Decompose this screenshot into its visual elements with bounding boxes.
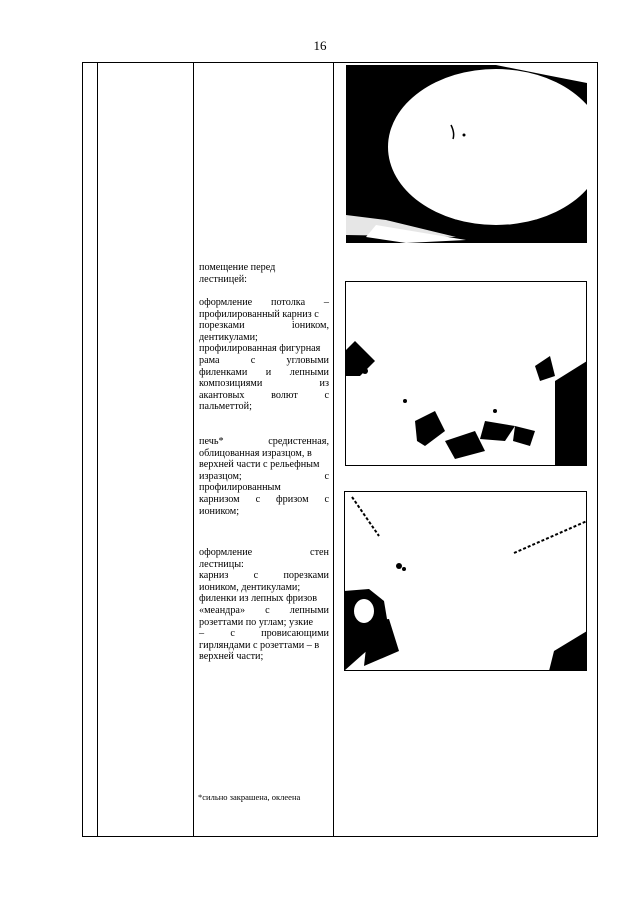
- text-line: оформление потолка –: [199, 297, 329, 308]
- page-number: 16: [313, 38, 327, 53]
- text-line: розеттами по углам; узкие: [199, 616, 314, 628]
- text-line: акантовых волют с: [199, 389, 329, 401]
- text-line: помещение перед: [199, 262, 276, 273]
- text-line: профилированный карниз с: [199, 308, 319, 320]
- stove-photo: [345, 281, 587, 466]
- ceiling-photo: [346, 65, 587, 243]
- text-line: карнизом с фризом с: [199, 493, 329, 505]
- text-line: профилированным: [199, 482, 281, 494]
- text-line: дентикулами;: [199, 331, 258, 343]
- text-line: пальметтой;: [199, 401, 252, 413]
- column-divider: [333, 63, 334, 836]
- text-line: иоником, дентикулами;: [199, 581, 301, 593]
- text-line: профилированная фигурная: [199, 343, 321, 355]
- block-ceiling: [199, 297, 329, 413]
- text-line: порезками ioником,: [199, 320, 329, 332]
- text-line: облицованная изразцом, в: [199, 447, 312, 459]
- text-line: – с провисающими: [199, 628, 329, 640]
- text-line: «меандра» с лепными: [199, 604, 329, 616]
- text-line: верхней части с рельефным: [199, 459, 320, 471]
- text-line: филенки из лепных фризов: [199, 593, 318, 605]
- text-line: верхней части;: [199, 651, 264, 663]
- text-line: изразцом; с: [199, 470, 329, 482]
- text-line: гирляндами с розеттами – в: [199, 639, 320, 651]
- block-room: [199, 262, 329, 297]
- text-line: филенками и лепными: [199, 366, 329, 378]
- column-divider: [97, 63, 98, 836]
- text-line: печь* средистенная,: [199, 436, 329, 447]
- text-line: лестницей:: [199, 273, 247, 285]
- text-line: оформление стен: [199, 547, 329, 558]
- text-line: рама с угловыми: [199, 354, 329, 366]
- column-divider: [193, 63, 194, 836]
- text-line: карниз с порезками: [199, 570, 329, 582]
- stair-photo: [344, 491, 587, 671]
- text-line: иоником;: [199, 505, 240, 517]
- footnote: *сильно закрашена, оклеена: [198, 792, 301, 802]
- block-stairs: [199, 547, 329, 663]
- text-line: лестницы:: [199, 558, 244, 570]
- block-stove: [199, 436, 329, 517]
- text-line: композициями из: [199, 378, 329, 390]
